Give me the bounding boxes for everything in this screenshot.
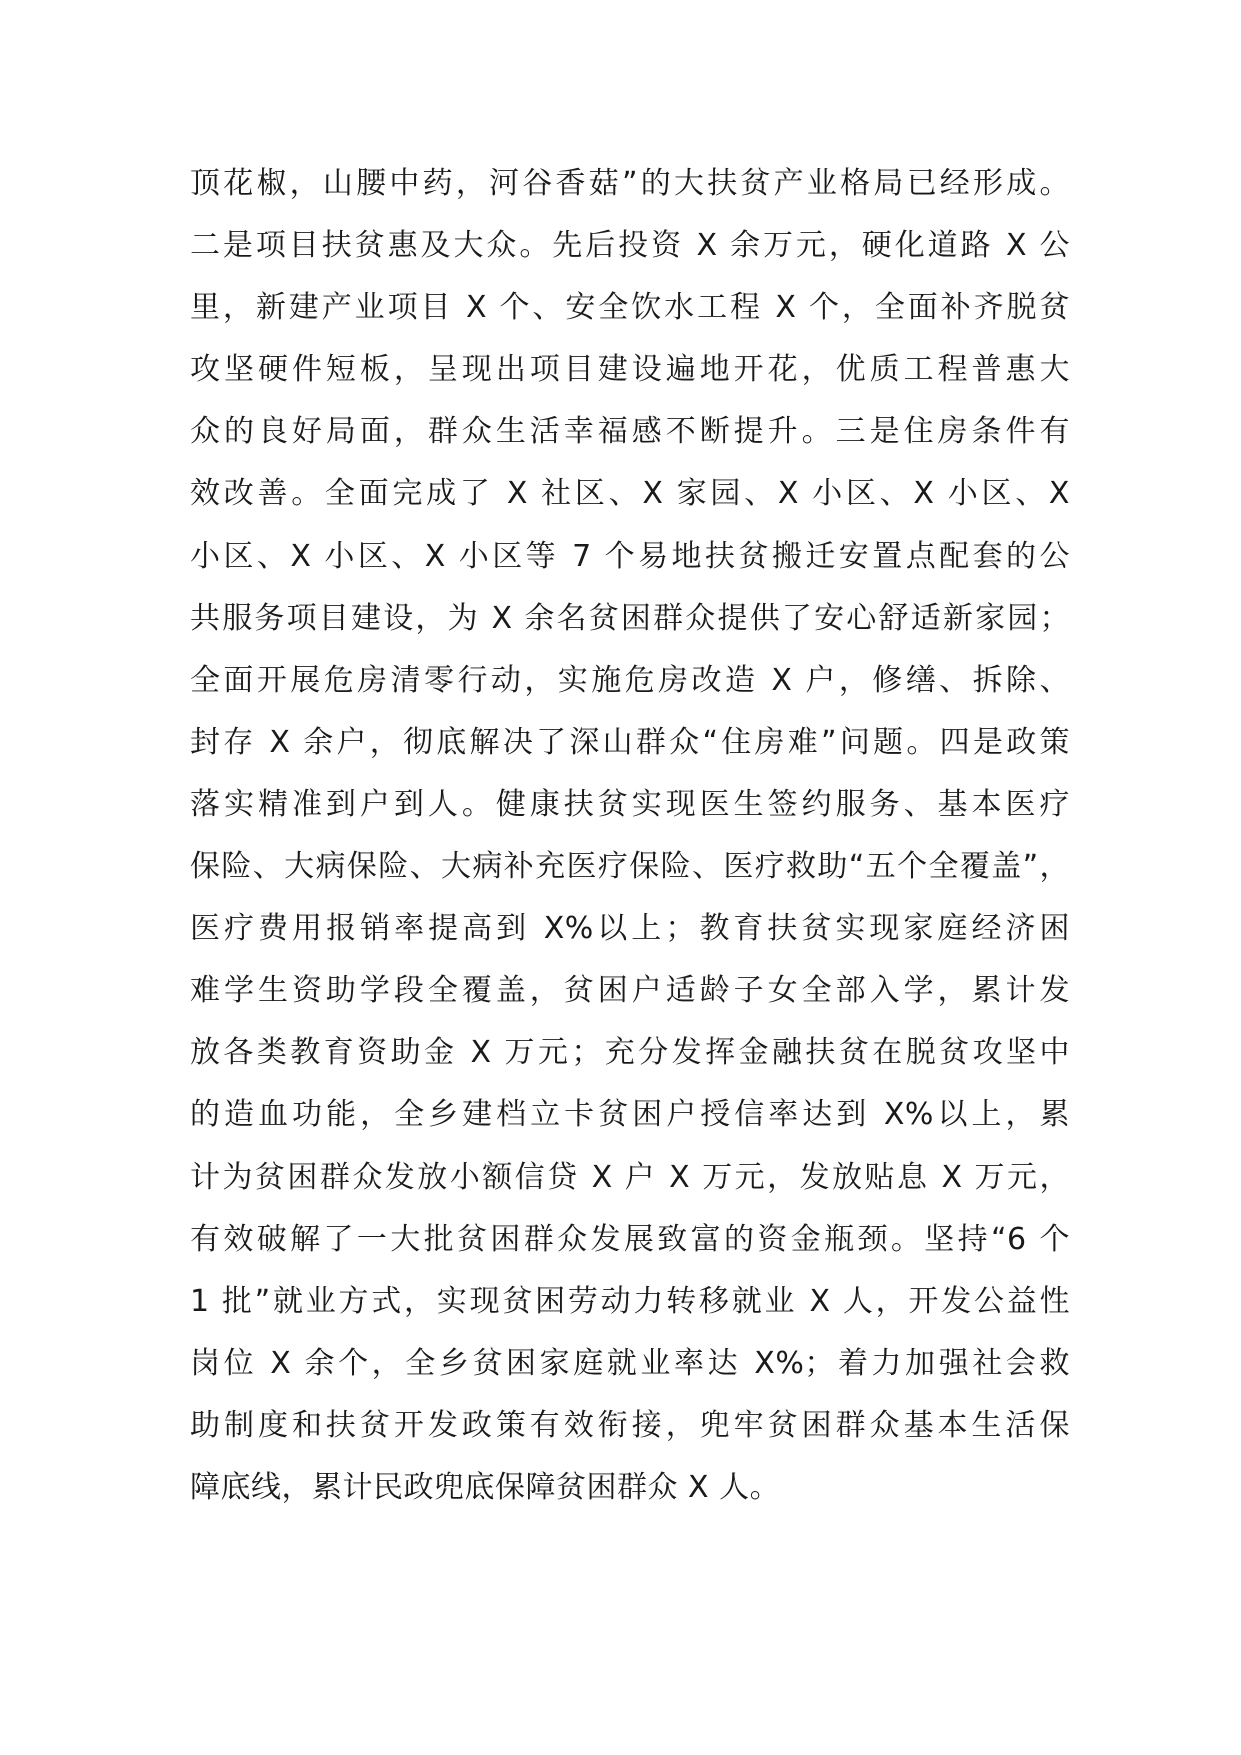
- text-line: 封存 X 余户，彻底解决了深山群众“住房难”问题。四是政策: [190, 724, 1070, 760]
- text-line: 有效破解了一大批贫困群众发展致富的资金瓶颈。坚持“6 个: [190, 1221, 1070, 1257]
- text-line: 岗位 X 余个，全乡贫困家庭就业率达 X%；着力加强社会救: [190, 1345, 1070, 1381]
- text-line: 落实精准到户到人。健康扶贫实现医生签约服务、基本医疗: [190, 786, 1070, 822]
- text-line: 攻坚硬件短板，呈现出项目建设遍地开花，优质工程普惠大: [190, 352, 1070, 388]
- text-line: 众的良好局面，群众生活幸福感不断提升。三是住房条件有: [190, 414, 1070, 450]
- text-line: 顶花椒，山腰中药，河谷香菇”的大扶贫产业格局已经形成。: [190, 166, 1070, 201]
- text-line: 二是项目扶贫惠及大众。先后投资 X 余万元，硬化道路 X 公: [190, 228, 1070, 264]
- text-line: 小区、X 小区、X 小区等 7 个易地扶贫搬迁安置点配套的公: [190, 538, 1070, 574]
- text-line: 医疗费用报销率提高到 X%以上；教育扶贫实现家庭经济困: [190, 911, 1070, 947]
- text-line: 的造血功能，全乡建档立卡贫困户授信率达到 X%以上，累: [190, 1097, 1070, 1133]
- text-line: 障底线，累计民政兜底保障贫困群众 X 人。: [190, 1469, 781, 1505]
- body-paragraph: [190, 153, 1070, 1519]
- text-line: 共服务项目建设，为 X 余名贫困群众提供了安心舒适新家园；: [190, 600, 1070, 636]
- text-line: 效改善。全面完成了 X 社区、X 家园、X 小区、X 小区、X: [190, 476, 1070, 512]
- text-line: 放各类教育资助金 X 万元；充分发挥金融扶贫在脱贫攻坚中: [190, 1035, 1070, 1071]
- text-line: 难学生资助学段全覆盖，贫困户适龄子女全部入学，累计发: [190, 973, 1070, 1009]
- text-line: 里，新建产业项目 X 个、安全饮水工程 X 个，全面补齐脱贫: [190, 290, 1070, 326]
- text-line: 助制度和扶贫开发政策有效衔接，兜牢贫困群众基本生活保: [190, 1407, 1070, 1443]
- text-line: 全面开展危房清零行动，实施危房改造 X 户，修缮、拆除、: [190, 662, 1070, 698]
- text-line: 1 批”就业方式，实现贫困劳动力转移就业 X 人，开发公益性: [190, 1283, 1070, 1319]
- text-line: 计为贫困群众发放小额信贷 X 户 X 万元，发放贴息 X 万元，: [190, 1159, 1070, 1195]
- text-line: 保险、大病保险、大病补充医疗保险、医疗救助“五个全覆盖”，: [190, 849, 1070, 885]
